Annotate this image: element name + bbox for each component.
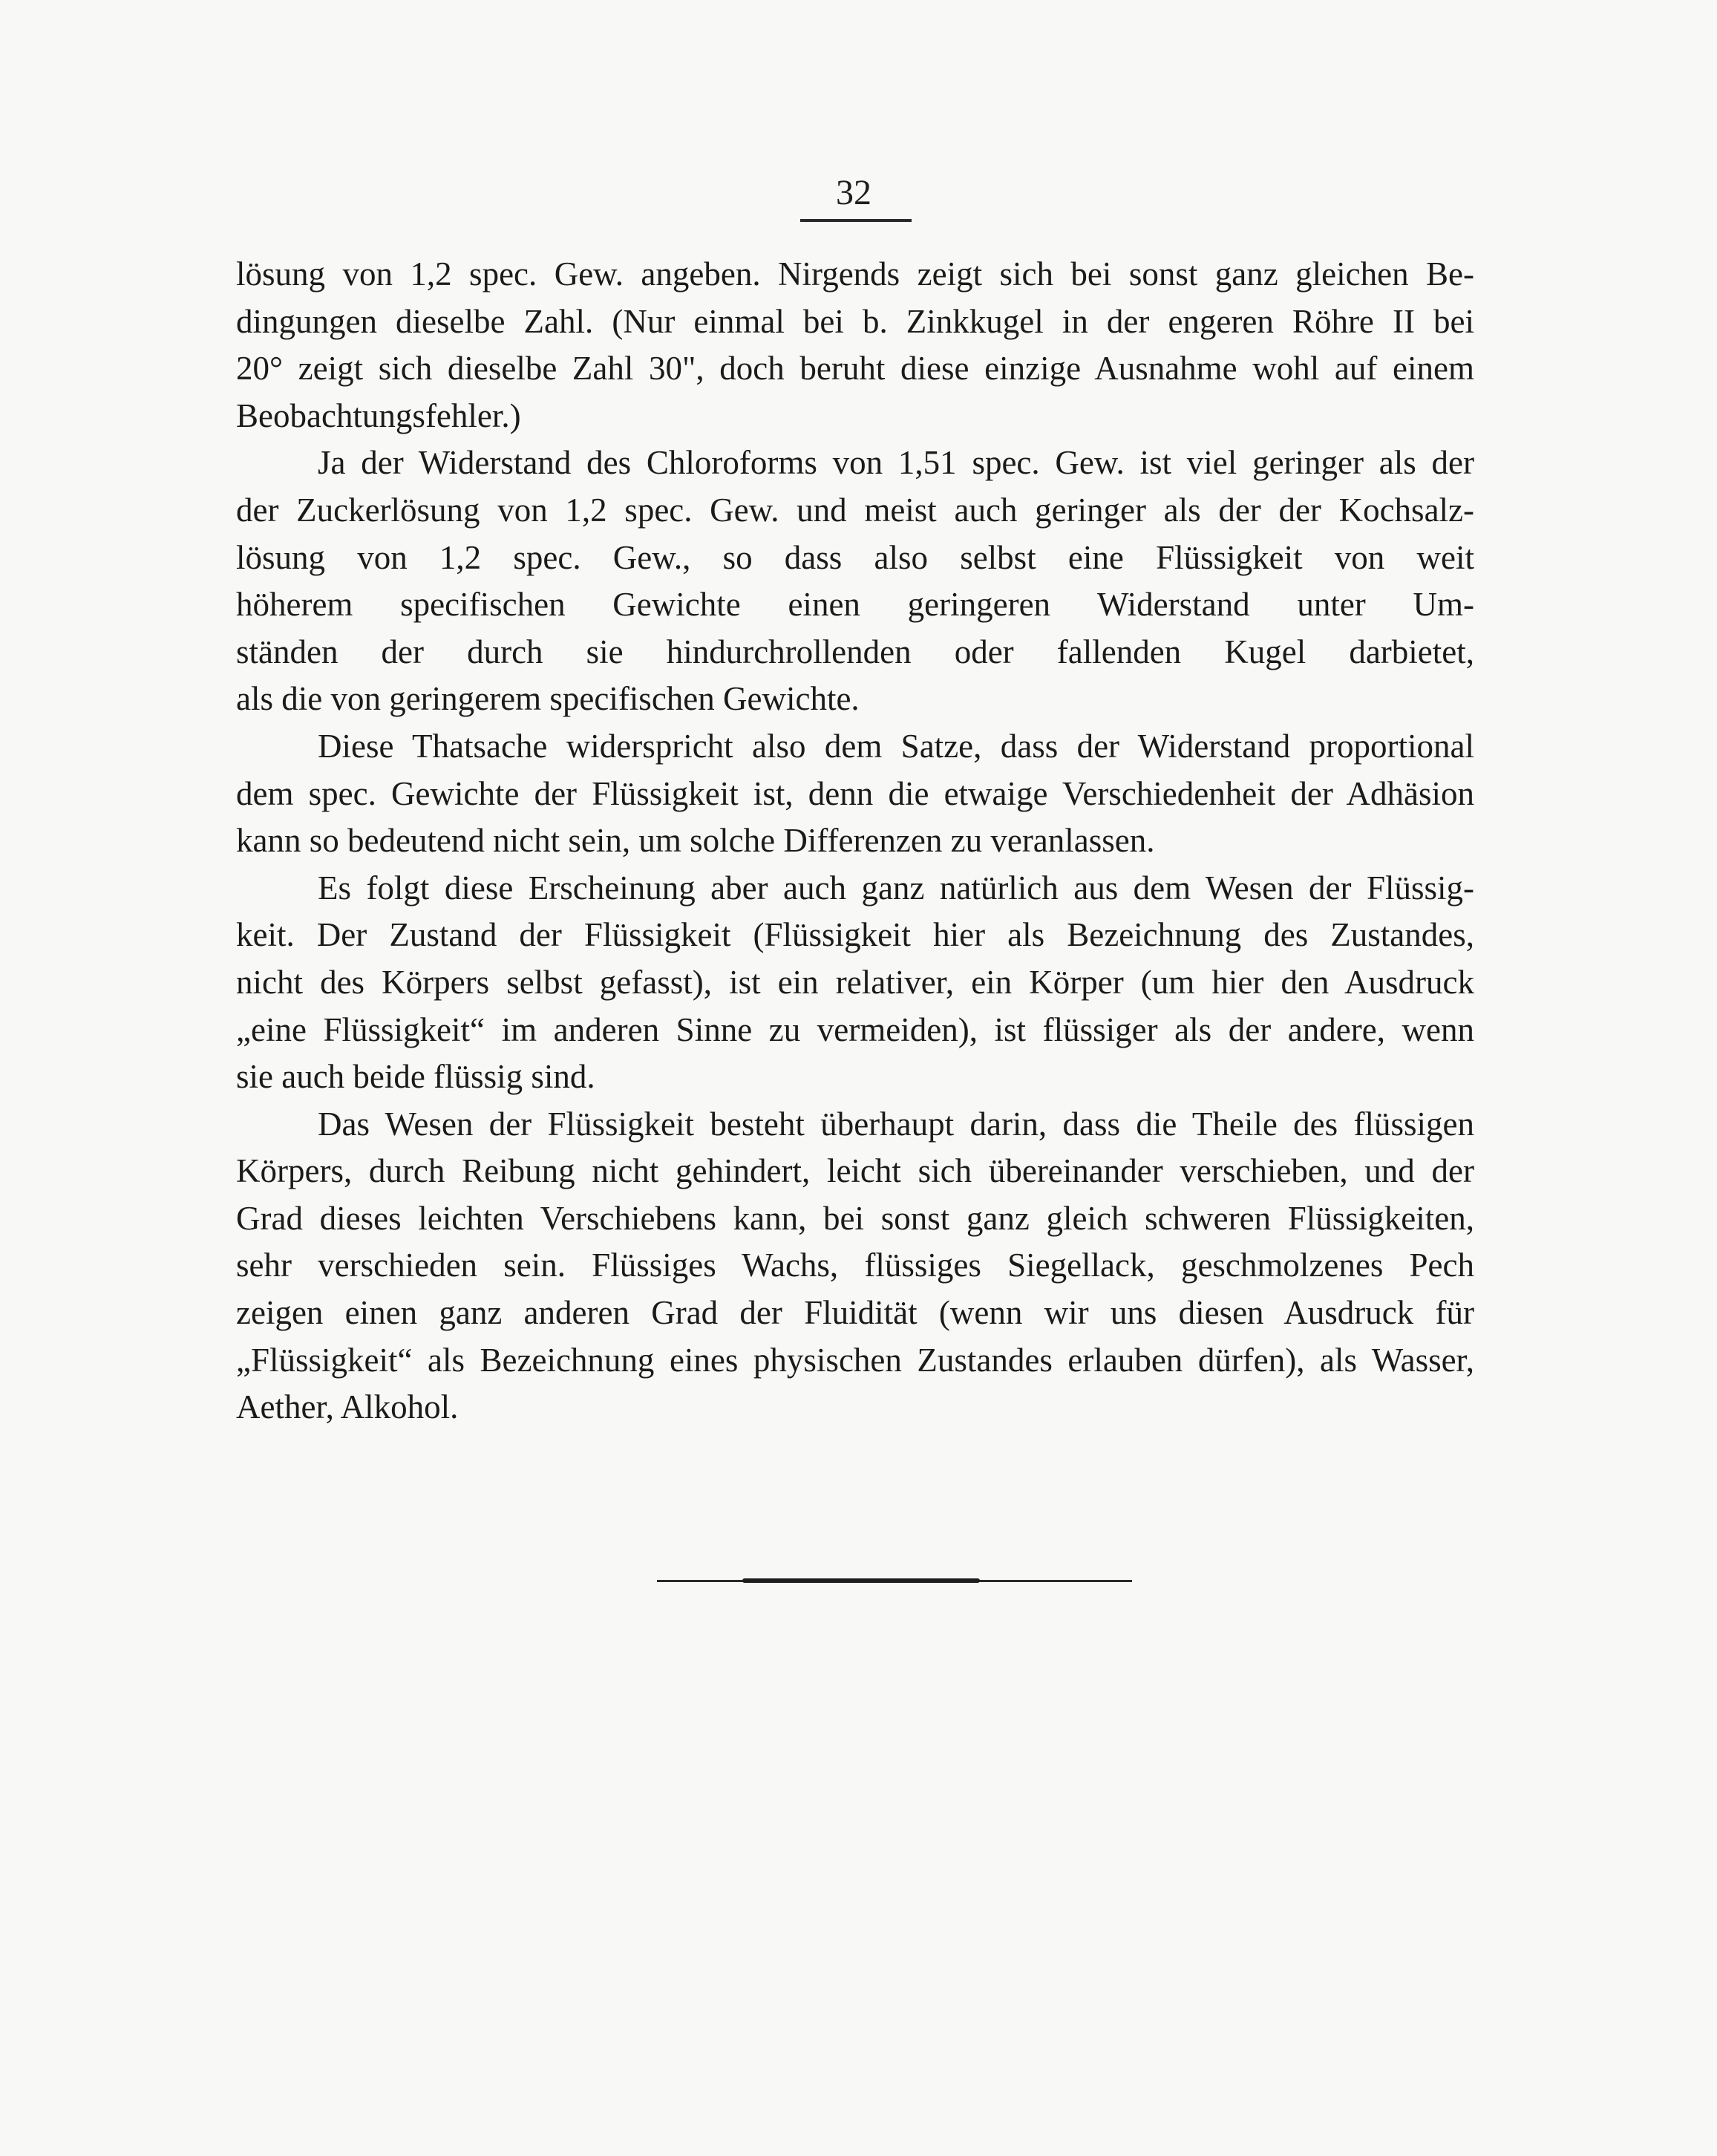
page-number-rule	[800, 219, 912, 222]
text-line: „Flüssigkeit“ als Bezeichnung eines physischen Zustandes erlauben dürfen), als Wasser,	[236, 1341, 1474, 1379]
text-line: dingungen dieselbe Zahl. (Nur einmal bei b. Zinkkugel in der engeren Röhre II bei	[236, 302, 1474, 340]
text-line: Aether, Alkohol.	[236, 1388, 459, 1426]
end-rule-ornament	[742, 1578, 980, 1583]
paragraph-1	[236, 251, 1474, 440]
page-number: 32	[836, 173, 871, 212]
text-line: Beobachtungsfehler.)	[236, 396, 521, 434]
text-line: sie auch beide flüssig sind.	[236, 1058, 595, 1096]
text-line: nicht des Körpers selbst gefasst), ist ein relativer, ein Körper (um hier den Ausdruck	[236, 963, 1474, 1001]
text-line: „eine Flüssigkeit“ im anderen Sinne zu vermeiden), ist flüssiger als der andere, wenn	[236, 1010, 1474, 1048]
text-line: Das Wesen der Flüssigkeit besteht überhaupt darin, dass die Theile des flüssigen	[318, 1105, 1474, 1143]
text-line: dem spec. Gewichte der Flüssigkeit ist, denn die etwaige Verschiedenheit der Adhäsion	[236, 774, 1474, 812]
text-line: höherem specifischen Gewichte einen geringeren Widerstand unter Um-	[236, 586, 1474, 624]
text-line: ständen der durch sie hindurchrollenden oder fallenden Kugel darbietet,	[236, 633, 1474, 670]
text-line: kann so bedeutend nicht sein, um solche Differenzen zu veranlassen.	[236, 822, 1155, 860]
paragraph-5	[236, 1101, 1474, 1431]
text-line: als die von geringerem specifischen Gewichte.	[236, 680, 860, 718]
text-line: sehr verschieden sein. Flüssiges Wachs, flüssiges Siegellack, geschmolzenes Pech	[236, 1247, 1474, 1284]
text-line: Ja der Widerstand des Chloroforms von 1,51 spec. Gew. ist viel geringer als der	[318, 444, 1474, 482]
paragraph-4	[236, 865, 1474, 1101]
text-line: Es folgt diese Erscheinung aber auch ganz natürlich aus dem Wesen der Flüssig-	[318, 869, 1474, 906]
text-line: der Zuckerlösung von 1,2 spec. Gew. und meist auch geringer als der der Kochsalz-	[236, 491, 1474, 529]
body-text	[236, 251, 1474, 1431]
text-line: Körpers, durch Reibung nicht gehindert, leicht sich übereinander verschieben, und der	[236, 1152, 1474, 1190]
text-line: keit. Der Zustand der Flüssigkeit (Flüssigkeit hier als Bezeichnung des Zustandes,	[236, 916, 1474, 954]
paragraph-3	[236, 723, 1474, 865]
paragraph-2	[236, 440, 1474, 723]
text-line: Grad dieses leichten Verschiebens kann, bei sonst ganz gleich schweren Flüssigkeiten,	[236, 1199, 1474, 1237]
text-line: Diese Thatsache widerspricht also dem Satze, dass der Widerstand proportional	[318, 727, 1474, 765]
text-line: 20° zeigt sich dieselbe Zahl 30", doch beruht diese einzige Ausnahme wohl auf einem	[236, 350, 1474, 388]
text-line: zeigen einen ganz anderen Grad der Fluidität (wenn wir uns diesen Ausdruck für	[236, 1294, 1474, 1332]
text-line: lösung von 1,2 spec. Gew. angeben. Nirgends zeigt sich bei sonst ganz gleichen Be-	[236, 255, 1474, 293]
text-line: lösung von 1,2 spec. Gew., so dass also selbst eine Flüssigkeit von weit	[236, 538, 1474, 576]
